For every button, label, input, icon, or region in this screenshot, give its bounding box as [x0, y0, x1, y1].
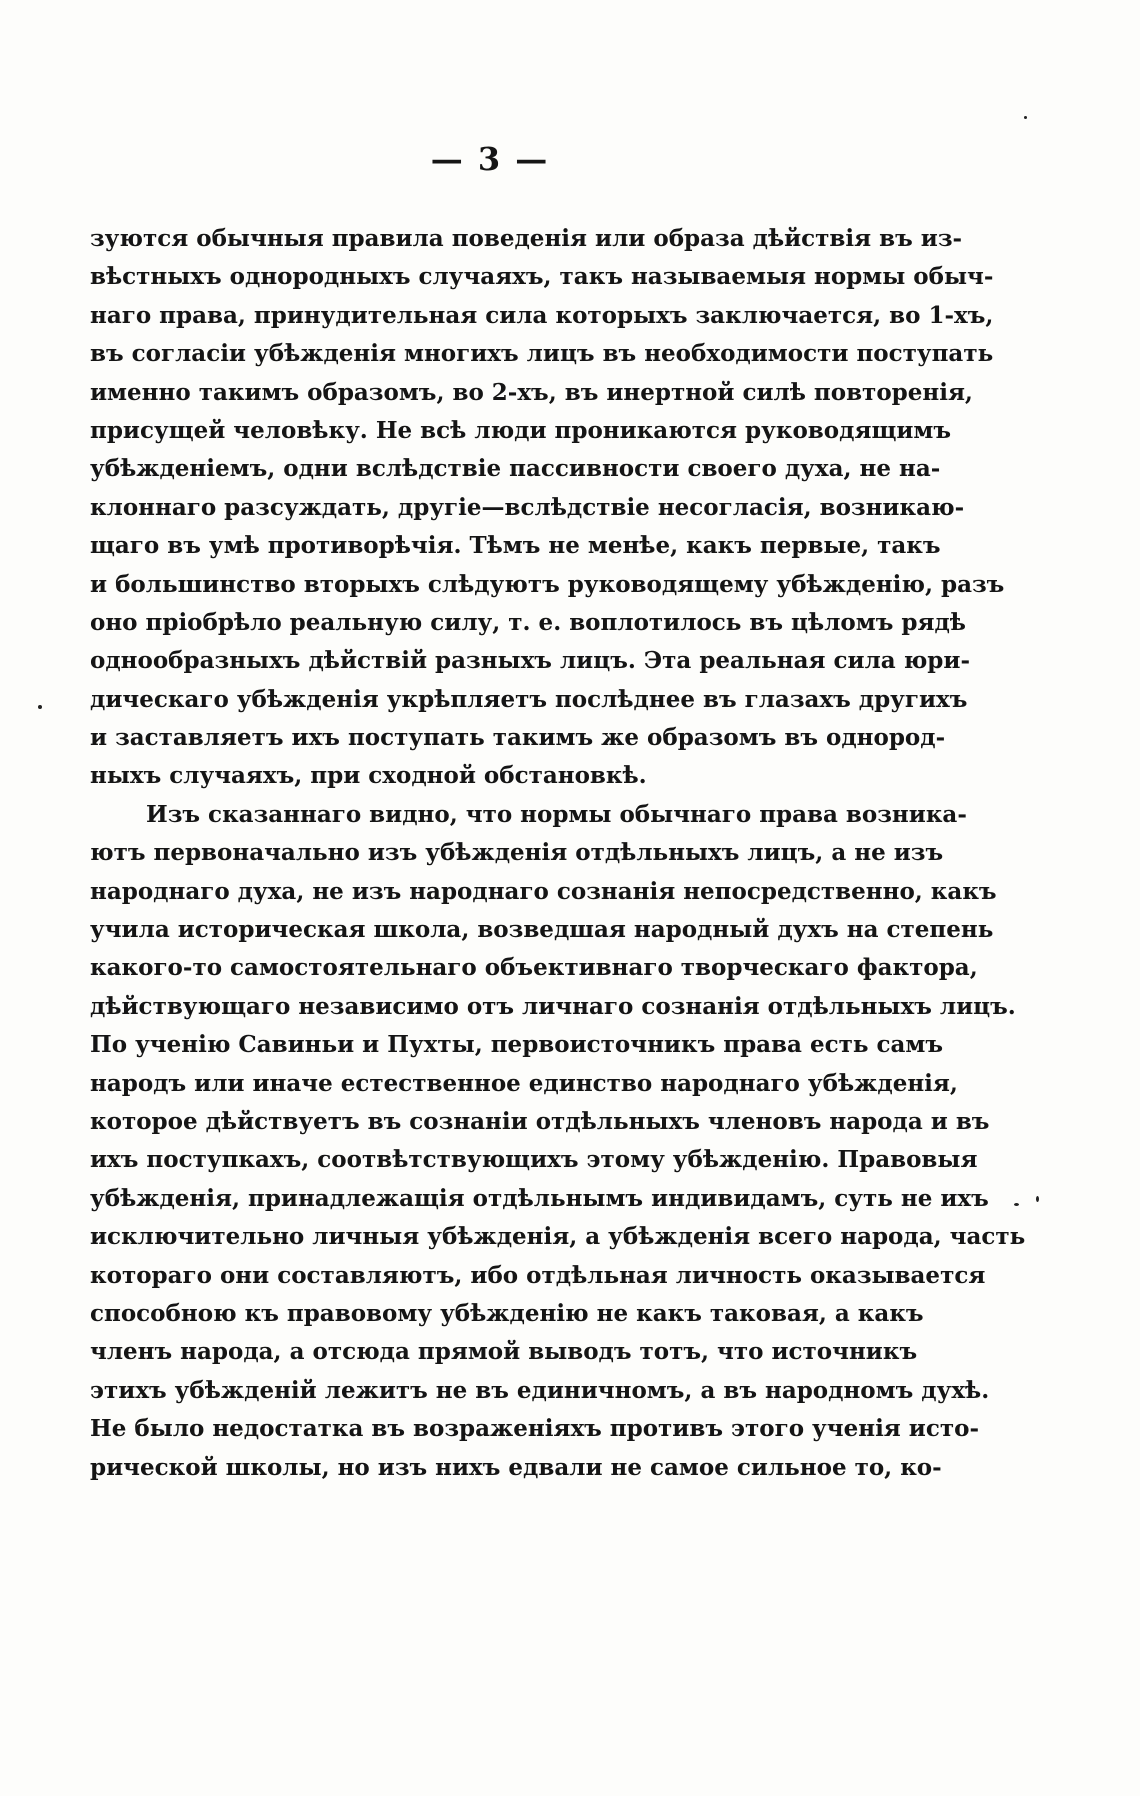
text-line: членъ народа, а отсюда прямой выводъ тотъ, что источникъ — [90, 1338, 918, 1366]
text-line: и заставляетъ ихъ поступать такимъ же образомъ въ однород- — [90, 724, 946, 752]
text-line: вѣстныхъ однородныхъ случаяхъ, такъ называемыя нормы обыч- — [90, 263, 994, 291]
scan-speck — [1014, 1203, 1019, 1206]
paragraph-start-line: Изъ сказаннаго видно, что нормы обычнаго права возника- — [146, 800, 967, 828]
text-line: По ученію Савиньи и Пухты, первоисточникъ права есть самъ — [90, 1031, 943, 1059]
text-line: наго права, принудительная сила которыхъ заключается, во 1-хъ, — [90, 301, 994, 329]
text-line: которое дѣйствуетъ въ сознаніи отдѣльныхъ членовъ народа и въ — [90, 1107, 990, 1135]
text-line: въ согласіи убѣжденія многихъ лицъ въ необходимости поступать — [90, 340, 994, 368]
scan-speck — [1024, 116, 1027, 119]
text-line: этихъ убѣжденій лежитъ не въ единичномъ, а въ народномъ духѣ. — [90, 1376, 990, 1404]
text-line: рической школы, но изъ нихъ едвали не самое сильное то, ко- — [90, 1453, 942, 1481]
text-line: котораго они составляютъ, ибо отдѣльная личность оказывается — [90, 1261, 986, 1289]
text-line: присущей человѣку. Не всѣ люди проникаются руководящимъ — [90, 416, 952, 444]
scan-speck — [1036, 1196, 1039, 1202]
text-line: какого-то самостоятельнаго объективнаго творческаго фактора, — [90, 954, 978, 982]
text-line: однообразныхъ дѣйствій разныхъ лицъ. Эта реальная сила юри- — [90, 647, 970, 675]
page-number: — 3 — — [430, 140, 550, 178]
text-line: клоннаго разсуждать, другіе—вслѣдствіе несогласія, возникаю- — [90, 493, 965, 521]
text-line: убѣжденіемъ, одни вслѣдствіе пассивности своего духа, не на- — [90, 455, 941, 483]
text-line: оно пріобрѣло реальную силу, т. е. воплотилось въ цѣломъ рядѣ — [90, 608, 966, 636]
text-line: ихъ поступкахъ, соотвѣтствующихъ этому убѣжденію. Правовыя — [90, 1146, 978, 1174]
text-line: дѣйствующаго независимо отъ личнаго сознанія отдѣльныхъ лицъ. — [90, 992, 1016, 1020]
text-line: исключительно личныя убѣжденія, а убѣжденія всего народа, часть — [90, 1223, 1026, 1251]
scan-speck — [38, 705, 42, 709]
paragraph-end-line: ныхъ случаяхъ, при сходной обстановкѣ. — [90, 762, 647, 790]
text-line: народнаго духа, не изъ народнаго сознанія непосредственно, какъ — [90, 877, 997, 905]
text-line: способною къ правовому убѣжденію не какъ таковая, а какъ — [90, 1299, 924, 1327]
text-line: и большинство вторыхъ слѣдуютъ руководящему убѣжденію, разъ — [90, 570, 1005, 598]
text-line: Не было недостатка въ возраженіяхъ противъ этого ученія исто- — [90, 1415, 980, 1443]
text-line: именно такимъ образомъ, во 2-хъ, въ инертной силѣ повторенія, — [90, 378, 973, 406]
text-line: зуются обычныя правила поведенія или образа дѣйствія въ из- — [90, 225, 963, 252]
text-line: дическаго убѣжденія укрѣпляетъ послѣднее въ глазахъ другихъ — [90, 685, 968, 713]
text-line: народъ или иначе естественное единство народнаго убѣжденія, — [90, 1069, 958, 1097]
body-text — [90, 220, 1026, 1487]
text-line: учила историческая школа, возведшая народный духъ на степень — [90, 916, 994, 944]
text-line: ютъ первоначально изъ убѣжденія отдѣльныхъ лицъ, а не изъ — [90, 839, 944, 867]
text-line: убѣжденія, принадлежащія отдѣльнымъ индивидамъ, суть не ихъ — [90, 1184, 989, 1212]
text-line: щаго въ умѣ противорѣчія. Тѣмъ не менѣе, какъ первые, такъ — [90, 532, 941, 560]
